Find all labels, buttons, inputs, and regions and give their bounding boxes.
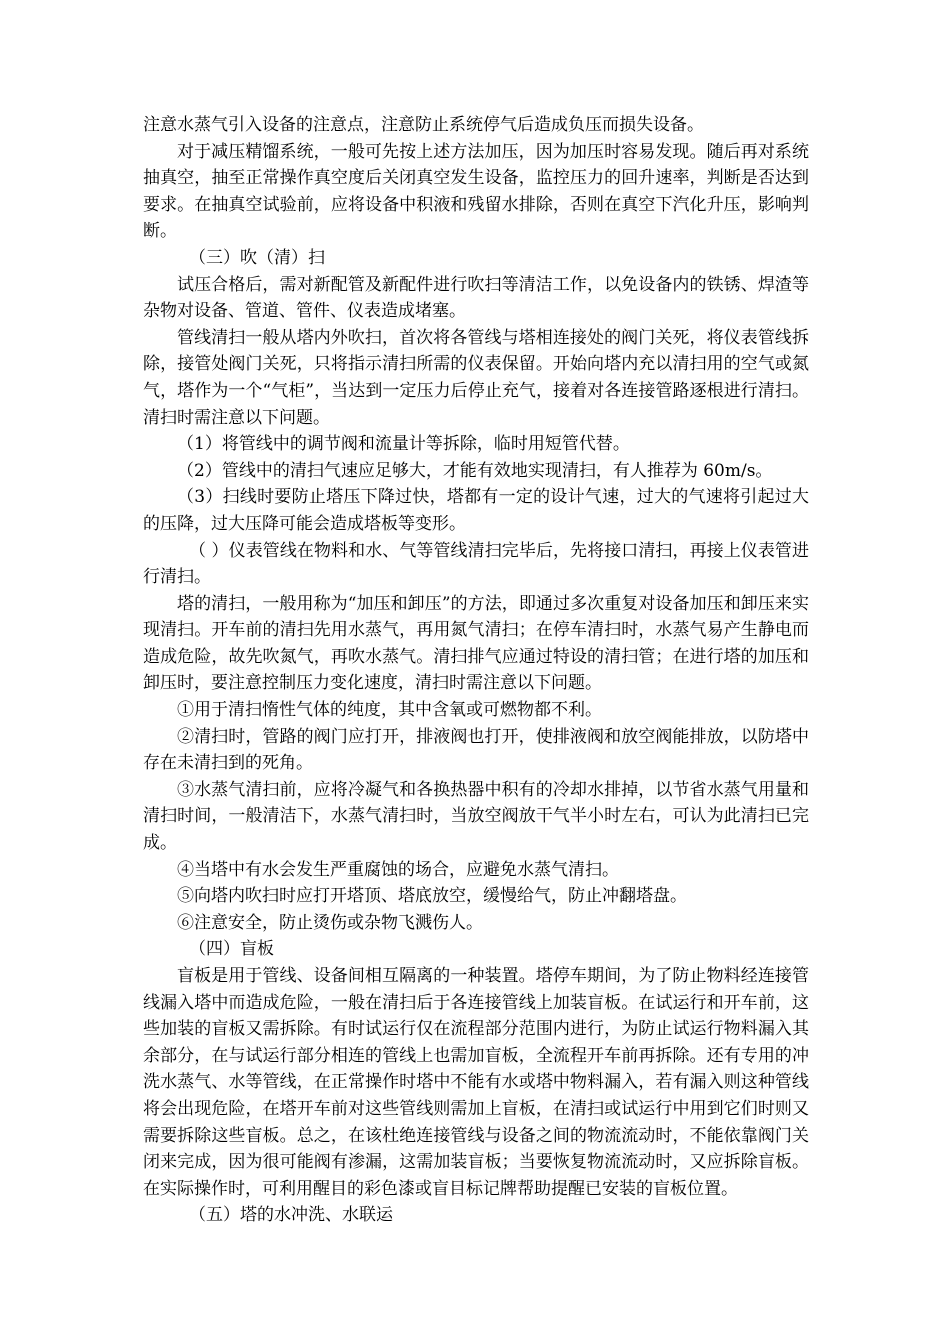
list-item: （2）管线中的清扫气速应足够大，才能有效地实现清扫，有人推荐为 60m/s。	[177, 460, 773, 481]
list-item: （3）扫线时要防止塔压下降过快，塔都有一定的设计气速，过大的气速将引起过大的压降，过大压降可能会造成塔板等变形。	[143, 487, 809, 534]
list-item: ①用于清扫惰性气体的纯度，其中含氧或可燃物都不利。	[177, 700, 602, 721]
section-heading: （五）塔的水冲洗、水联运	[189, 1205, 393, 1226]
paragraph: 管线清扫一般从塔内外吹扫，首次将各管线与塔相连接处的阀门关死，将仪表管线拆除，接管处阀门关死，只将指示清扫所需的仪表保留。开始向塔内充以清扫用的空气或氮气，塔作为一个“气柜”，当达到一定压力后停止充气，接着对各连接管路逐根进行清扫。清扫时需注意以下问题。	[143, 327, 809, 428]
list-item: （ ）仪表管线在物料和水、气等管线清扫完毕后，先将接口清扫，再接上仪表管进行清扫。	[143, 540, 809, 588]
list-item: （1）将管线中的调节阀和流量计等拆除，临时用短管代替。	[177, 434, 630, 455]
paragraph: 注意水蒸气引入设备的注意点，注意防止系统停气后造成负压而损失设备。	[143, 115, 704, 135]
paragraph: 试压合格后，需对新配管及新配件进行吹扫等清洁工作，以免设备内的铁锈、焊渣等杂物对设备、管道、管件、仪表造成堵塞。	[143, 274, 809, 322]
list-item: ⑤向塔内吹扫时应打开塔顶、塔底放空，缓慢给气，防止冲翻塔盘。	[177, 886, 687, 907]
list-item: ④当塔中有水会发生严重腐蚀的场合，应避免水蒸气清扫。	[177, 859, 619, 880]
document-page	[143, 112, 809, 1229]
list-item: ③水蒸气清扫前，应将冷凝气和各换热器中积有的冷却水排掉，以节省水蒸气用量和清扫时间，一般清洁下，水蒸气清扫时，当放空阀放干气半小时左右，可认为此清扫已完成。	[143, 779, 809, 854]
paragraph: 对于减压精馏系统，一般可先按上述方法加压，因为加压时容易发现。随后再对系统抽真空，抽至正常操作真空度后关闭真空发生设备，监控压力的回升速率，判断是否达到要求。在抽真空试验前，应将设备中积液和残留水排除，否则在真空下汽化升压，影响判断。	[143, 141, 809, 242]
paragraph: 盲板是用于管线、设备间相互隔离的一种装置。塔停车期间，为了防止物料经连接管线漏入塔中而造成危险，一般在清扫后于各连接管线上加装盲板。在试运行和开车前，这些加装的盲板又需拆除。有时试运行仅在流程部分范围内进行，为防止试运行物料漏入其余部分，在与试运行部分相连的管线上也需加盲板，全流程开车前再拆除。还有专用的冲洗水蒸气、水等管线，在正常操作时塔中不能有水或塔中物料漏入，若有漏入则这种管线将会出现危险，在塔开车前对这些管线则需加上盲板，在清扫或试运行中用到它们时则又需要拆除这些盲板。总之，在该杜绝连接管线与设备之间的物流流动时，不能依靠阀门关闭来完成，因为很可能阀有渗漏，这需加装盲板；当要恢复物流流动时，又应拆除盲板。在实际操作时，可利用醒目的彩色漆或盲目标记牌帮助提醒已安装的盲板位置。	[143, 966, 809, 1199]
list-item: ⑥注意安全，防止烫伤或杂物飞溅伤人。	[177, 912, 483, 933]
section-heading: （三）吹（清）扫	[189, 247, 325, 268]
paragraph: 塔的清扫，一般用称为“加压和卸压”的方法，即通过多次重复对设备加压和卸压来实现清扫。开车前的清扫先用水蒸气，再用氮气清扫；在停车清扫时，水蒸气易产生静电而造成危险，故先吹氮气，再吹水蒸气。清扫排气应通过特设的清扫管；在进行塔的加压和卸压时，要注意控制压力变化速度，清扫时需注意以下问题。	[143, 593, 809, 694]
section-heading: （四）盲板	[189, 939, 274, 960]
list-item: ②清扫时，管路的阀门应打开，排液阀也打开，使排液阀和放空阀能排放，以防塔中存在未清扫到的死角。	[143, 726, 809, 774]
